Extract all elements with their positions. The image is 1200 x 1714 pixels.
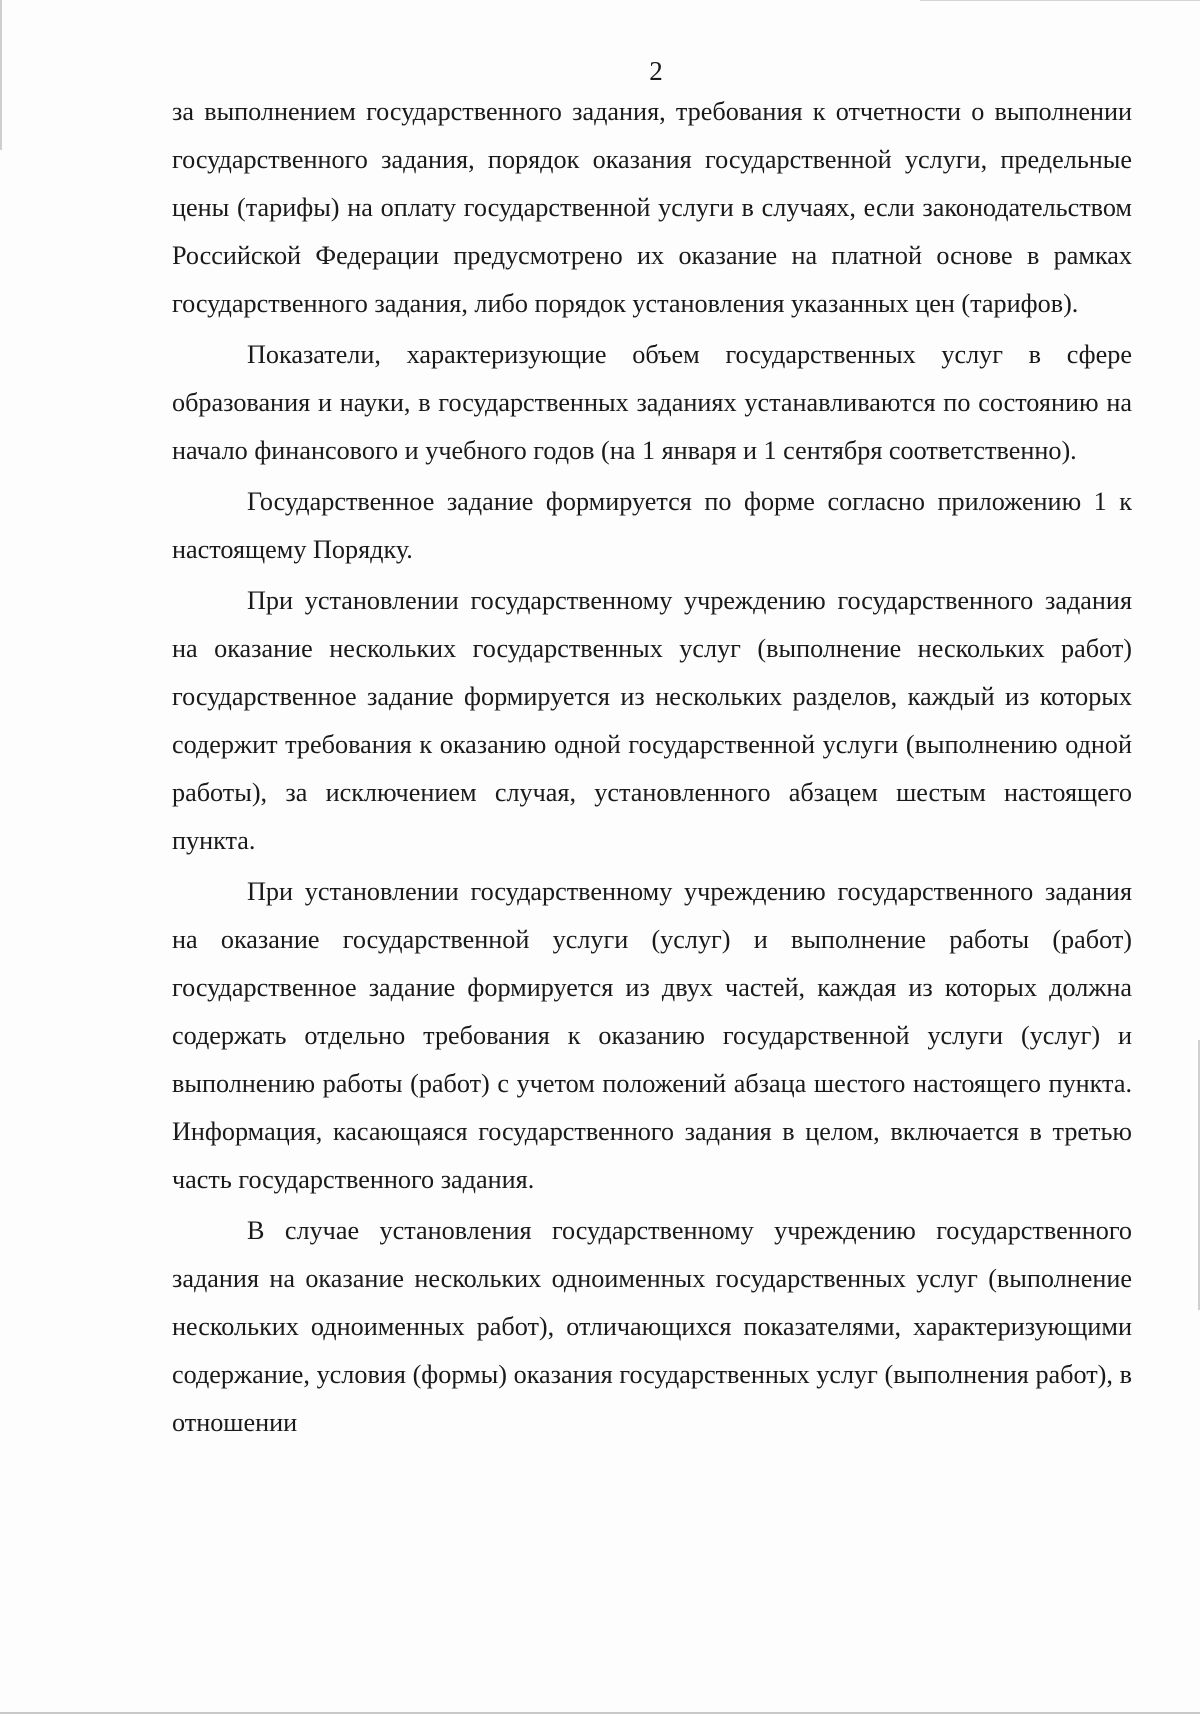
document-body [172, 88, 1132, 1447]
paragraph-services-and-works: При установлении государственному учреждению государственного задания на оказание государственной услуги (услуг) и выполнение работы (работ) государственное задание формируется из двух частей, каждая из которых должна содержать отдельно требования к оказанию государственной услуги (услуг) и выполнению работы (работ) с учетом положений абзаца шестого настоящего пункта. Информация, касающаяся государственного задания в целом, включается в третью часть государственного задания. [172, 877, 1132, 1194]
page-number: 2 [649, 56, 663, 86]
paragraph-form: Государственное задание формируется по форме согласно приложению 1 к настоящему Порядку. [172, 487, 1132, 564]
scan-edge-top [920, 0, 1200, 1]
paragraph-several-services: При установлении государственному учреждению государственного задания на оказание нескольких государственных услуг (выполнение нескольких работ) государственное задание формируется из нескольких разделов, каждый из которых содержит требования к оказанию одной государственной услуги (выполнению одной работы), за исключением случая, установленного абзацем шестым настоящего пункта. [172, 586, 1132, 855]
paragraph-same-name-services: В случае установления государственному учреждению государственного задания на оказание нескольких одноименных государственных услуг (выполнение нескольких одноименных работ), отличающихся показателями, характеризующими содержание, условия (формы) оказания государственных услуг (выполнения работ), в отношении [172, 1216, 1132, 1437]
paragraph-volume-indicators: Показатели, характеризующие объем государственных услуг в сфере образования и науки, в государственных заданиях устанавливаются по состоянию на начало финансового и учебного годов (на 1 января и 1 сентября соответственно). [172, 340, 1132, 465]
paragraph-continuation: за выполнением государственного задания, требования к отчетности о выполнении государственного задания, порядок оказания государственной услуги, предельные цены (тарифы) на оплату государственной услуги в случаях, если законодательством Российской Федерации предусмотрено их оказание на платной основе в рамках государственного задания, либо порядок установления указанных цен (тарифов). [172, 97, 1132, 318]
